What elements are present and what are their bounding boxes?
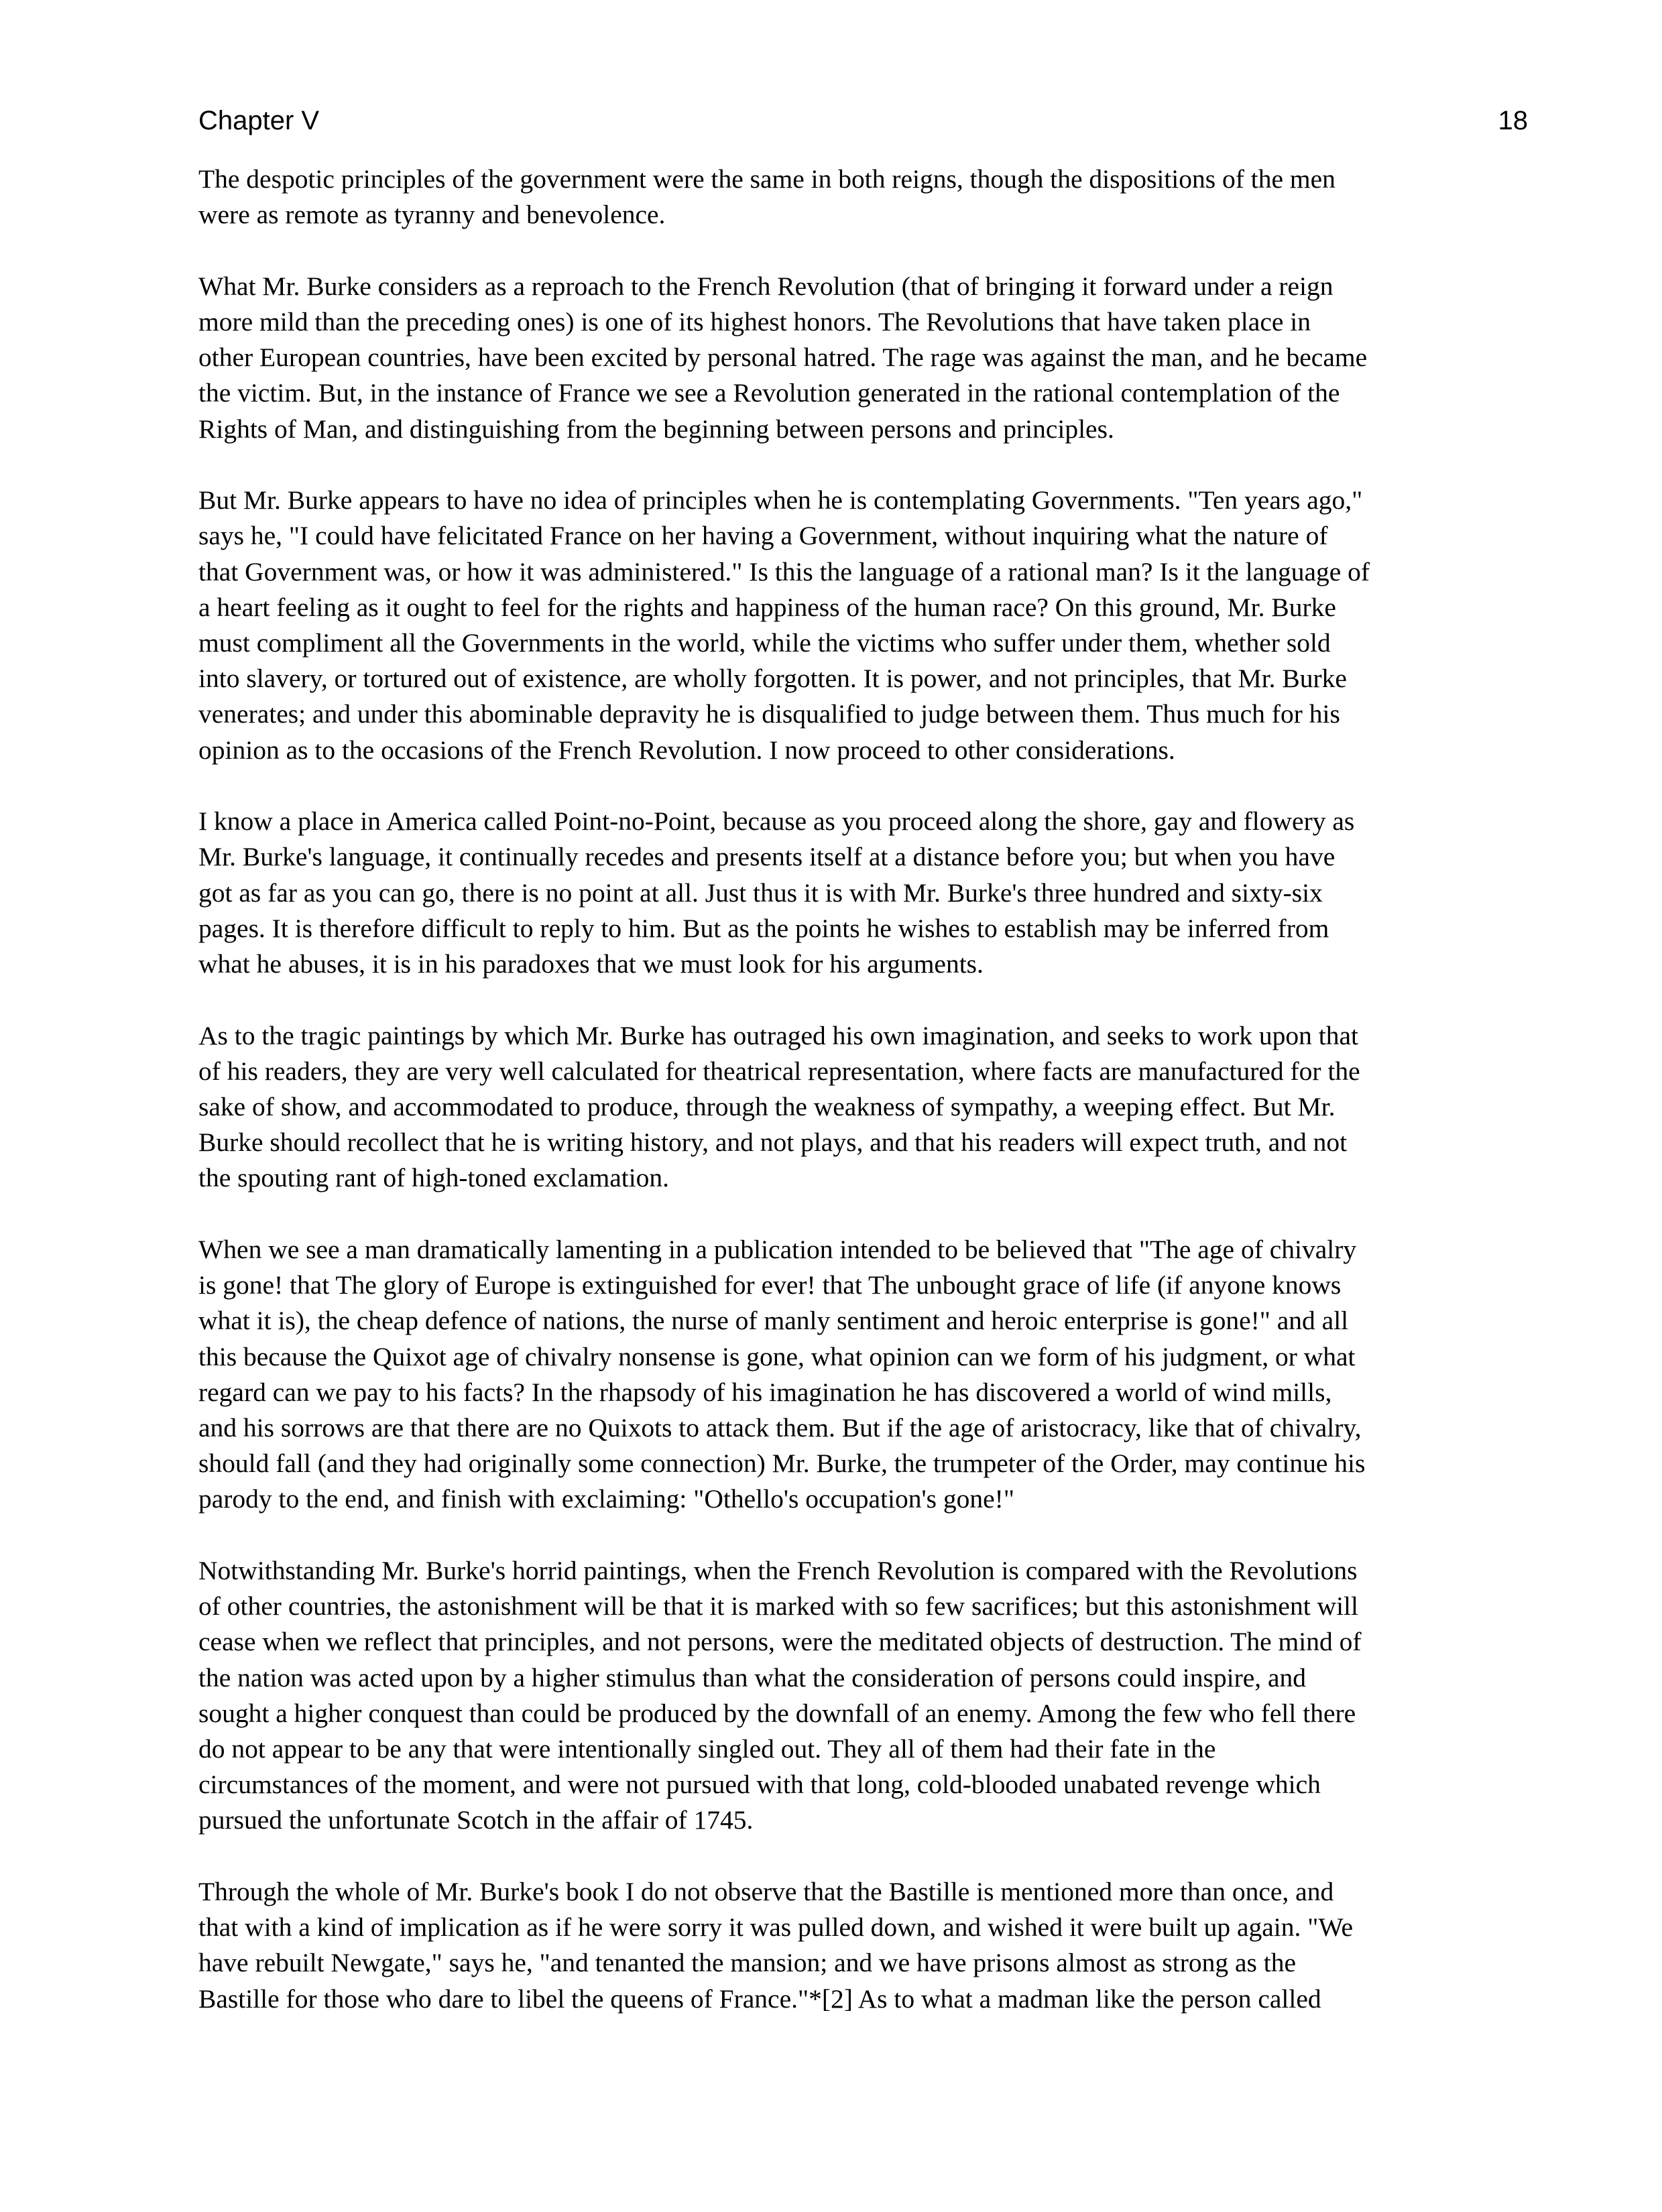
- text-line: of other countries, the astonishment will be that it is marked with so few sacrifices; but this astonishment will: [198, 1591, 1358, 1621]
- text-line: this because the Quixot age of chivalry nonsense is gone, what opinion can we form of his judgment, or what: [198, 1341, 1356, 1371]
- text-line: parody to the end, and finish with exclaiming: "Othello's occupation's gone!": [198, 1484, 1014, 1514]
- text-line: the nation was acted upon by a higher stimulus than what the consideration of persons could inspire, and: [198, 1662, 1307, 1693]
- text-line: venerates; and under this abominable depravity he is disqualified to judge between them. Thus much for his: [198, 699, 1340, 729]
- text-line: other European countries, have been excited by personal hatred. The rage was against the man, and he became: [198, 343, 1368, 373]
- text-line: Through the whole of Mr. Burke's book I do not observe that the Bastille is mentioned more than once, and: [198, 1877, 1334, 1907]
- text-line: and his sorrows are that there are no Quixots to attack them. But if the age of aristocracy, like that of chivalry,: [198, 1413, 1362, 1443]
- paragraph: [198, 1874, 1533, 2017]
- text-line: sought a higher conquest than could be produced by the downfall of an enemy. Among the few who fell there: [198, 1698, 1356, 1728]
- text-line: I know a place in America called Point-no-Point, because as you proceed along the shore, gay and flowery as: [198, 806, 1355, 837]
- body-text: [198, 162, 1533, 2052]
- paragraph: [198, 269, 1533, 447]
- text-line: of his readers, they are very well calculated for theatrical representation, where facts are manufactured for the: [198, 1056, 1360, 1086]
- paragraph: [198, 804, 1533, 982]
- text-line: the spouting rant of high-toned exclamation.: [198, 1163, 670, 1193]
- text-line: do not appear to be any that were intentionally singled out. They all of them had their fate in the: [198, 1734, 1216, 1764]
- text-line: opinion as to the occasions of the French Revolution. I now proceed to other considerations.: [198, 735, 1175, 765]
- text-line: is gone! that The glory of Europe is extinguished for ever! that The unbought grace of life (if anyone knows: [198, 1270, 1342, 1300]
- text-line: But Mr. Burke appears to have no idea of principles when he is contemplating Governments. "Ten years ago,": [198, 485, 1363, 515]
- text-line: Rights of Man, and distinguishing from the beginning between persons and principles.: [198, 414, 1114, 444]
- paragraph: [198, 162, 1533, 233]
- text-line: sake of show, and accommodated to produce, through the weakness of sympathy, a weeping effect. But Mr.: [198, 1092, 1335, 1122]
- chapter-title: Chapter V: [198, 106, 320, 135]
- text-line: what it is), the cheap defence of nations, the nurse of manly sentiment and heroic enterprise is gone!" and all: [198, 1306, 1349, 1336]
- text-line: pages. It is therefore difficult to reply to him. But as the points he wishes to establish may be inferred from: [198, 913, 1329, 943]
- text-line: Mr. Burke's language, it continually recedes and presents itself at a distance before you; but when you have: [198, 842, 1335, 872]
- paragraph: [198, 1553, 1533, 1839]
- text-line: circumstances of the moment, and were not pursued with that long, cold-blooded unabated revenge which: [198, 1770, 1321, 1800]
- text-line: As to the tragic paintings by which Mr. Burke has outraged his own imagination, and seeks to work upon that: [198, 1020, 1359, 1050]
- text-line: what he abuses, it is in his paradoxes that we must look for his arguments.: [198, 949, 984, 979]
- text-line: into slavery, or tortured out of existence, are wholly forgotten. It is power, and not principles, that Mr. Burke: [198, 664, 1347, 694]
- text-line: Notwithstanding Mr. Burke's horrid paintings, when the French Revolution is compared with the Revolutions: [198, 1556, 1358, 1586]
- text-line: got as far as you can go, there is no point at all. Just thus it is with Mr. Burke's three hundred and sixty-six: [198, 877, 1323, 908]
- paragraph: [198, 1232, 1533, 1518]
- text-line: says he, "I could have felicitated France on her having a Government, without inquiring what the nature of: [198, 521, 1328, 551]
- text-line: Bastille for those who dare to libel the queens of France."*[2] As to what a madman like the person called: [198, 1983, 1321, 2014]
- paragraph: [198, 1018, 1533, 1196]
- text-line: When we see a man dramatically lamenting in a publication intended to be believed that "The age of chivalry: [198, 1235, 1357, 1265]
- text-line: a heart feeling as it ought to feel for the rights and happiness of the human race? On this ground, Mr. Burke: [198, 592, 1336, 622]
- text-line: must compliment all the Governments in the world, while the victims who suffer under them, whether sold: [198, 628, 1331, 658]
- text-line: pursued the unfortunate Scotch in the affair of 1745.: [198, 1805, 754, 1835]
- text-line: the victim. But, in the instance of France we see a Revolution generated in the rational contemplation of the: [198, 378, 1340, 408]
- page-number: 18: [1498, 106, 1528, 135]
- page-header: [198, 101, 1528, 141]
- text-line: more mild than the preceding ones) is one of its highest honors. The Revolutions that have taken place in: [198, 307, 1311, 336]
- text-line: were as remote as tyranny and benevolence.: [198, 200, 666, 230]
- text-line: Burke should recollect that he is writing history, and not plays, and that his readers will expect truth, and not: [198, 1127, 1348, 1158]
- text-line: that Government was, or how it was administered." Is this the language of a rational man? Is it the language of: [198, 556, 1370, 587]
- text-line: The despotic principles of the government were the same in both reigns, though the dispositions of the men: [198, 164, 1335, 194]
- text-line: should fall (and they had originally some connection) Mr. Burke, the trumpeter of the Order, may continue his: [198, 1449, 1366, 1479]
- text-line: that with a kind of implication as if he were sorry it was pulled down, and wished it were built up again. "We: [198, 1912, 1354, 1943]
- text-line: What Mr. Burke considers as a reproach to the French Revolution (that of bringing it forward under a reign: [198, 271, 1333, 301]
- text-line: regard can we pay to his facts? In the rhapsody of his imagination he has discovered a world of wind mills,: [198, 1377, 1332, 1407]
- paragraph: [198, 483, 1533, 768]
- text-line: have rebuilt Newgate," says he, "and tenanted the mansion; and we have prisons almost as strong as the: [198, 1948, 1297, 1978]
- text-line: cease when we reflect that principles, and not persons, were the meditated objects of destruction. The mind of: [198, 1627, 1362, 1657]
